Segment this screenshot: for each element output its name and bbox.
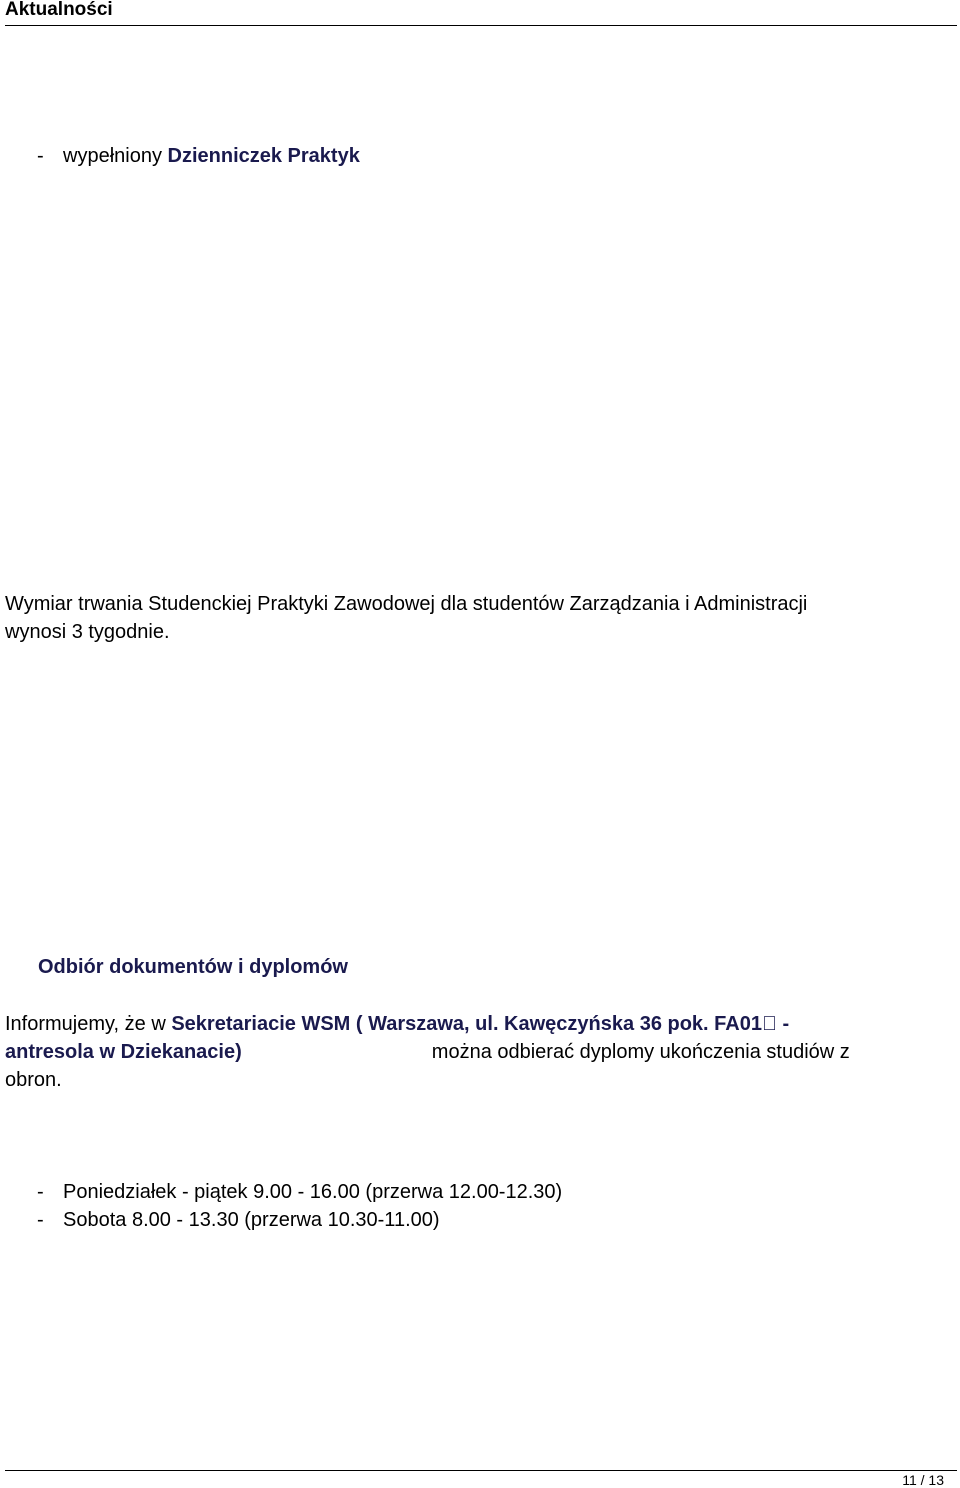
section-line-1-normal: Informujemy, że w: [5, 1013, 172, 1035]
hours-text: Poniedziałek - piątek 9.00 - 16.00 (przerwa 12.00-12.30): [63, 1181, 563, 1203]
paragraph-line-2: wynosi 3 tygodnie.: [5, 621, 170, 643]
section-line-1-bold: Sekretariacie WSM ( Warszawa, ul. Kawęczyńska 36 pok. FA01 -: [171, 1013, 775, 1035]
list-item-text: wypełniony: [63, 145, 168, 167]
hours-item-saturday: [37, 1208, 440, 1232]
paragraph-line-1: Wymiar trwania Studenckiej Praktyki Zawodowej dla studentów Zarządzania i Administracji: [5, 593, 808, 615]
page-header-title: Aktualności: [5, 0, 113, 20]
section-line-3: obron.: [5, 1069, 62, 1091]
section-line-1: [5, 1012, 789, 1036]
header-divider: [5, 25, 957, 26]
page-number: 11 / 13: [902, 1472, 944, 1488]
hours-item-weekdays: [37, 1180, 562, 1204]
bullet-dash: -: [37, 1181, 44, 1203]
section-line-2-normal: można odbierać dyplomy ukończenia studiów z: [431, 1041, 850, 1063]
list-item-bold-text: Dzienniczek Praktyk: [167, 145, 360, 167]
bullet-dash: -: [37, 1209, 44, 1231]
section-heading: Odbiór dokumentów i dyplomów: [38, 956, 348, 978]
bullet-dash: -: [37, 145, 44, 167]
hours-text: Sobota 8.00 - 13.30 (przerwa 10.30-11.00): [63, 1209, 440, 1231]
section-line-2-bold: antresola w Dziekanacie): [5, 1041, 242, 1063]
list-item-dzienniczek: [37, 144, 360, 168]
footer-divider: [5, 1470, 957, 1471]
section-line-2: [5, 1040, 850, 1064]
